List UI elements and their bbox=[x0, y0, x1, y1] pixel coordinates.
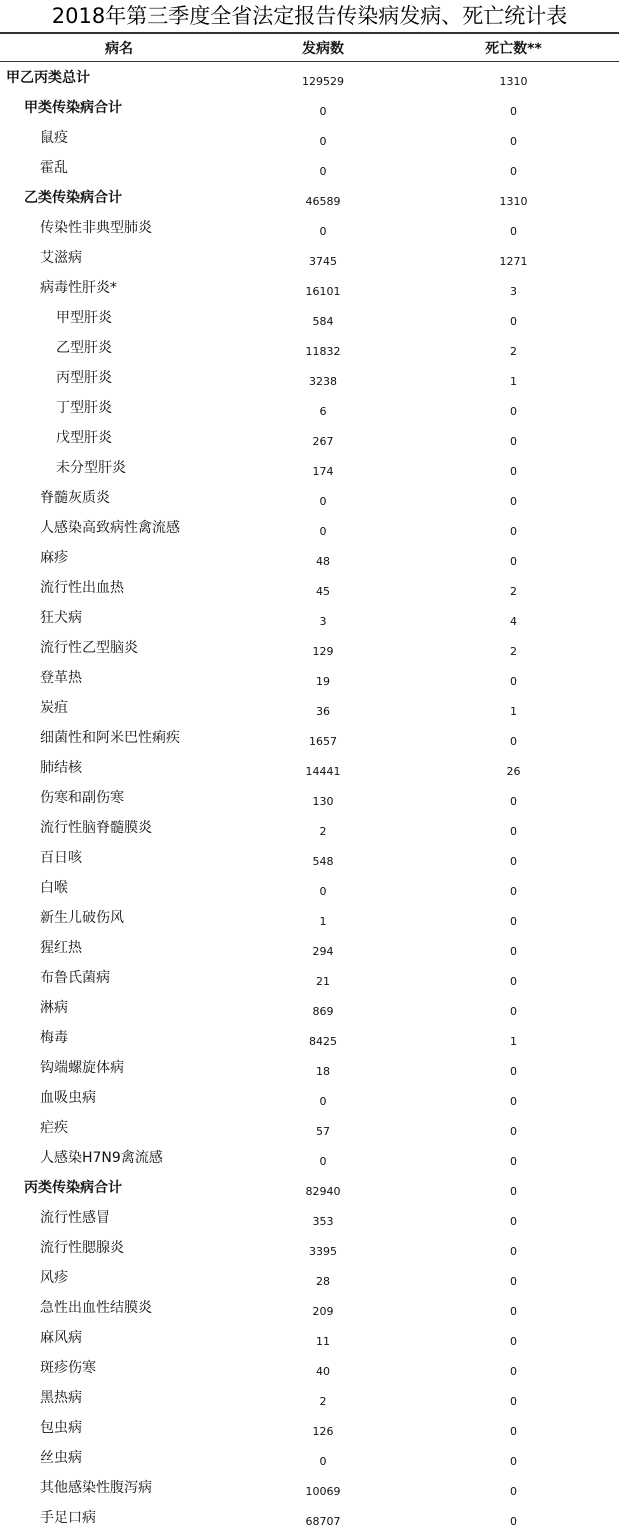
cases-cell: 130 bbox=[312, 794, 334, 808]
cases-cell: 0 bbox=[319, 1454, 327, 1468]
deaths-cell: 0 bbox=[510, 1394, 517, 1408]
cases-cell: 0 bbox=[319, 1154, 327, 1168]
table-row bbox=[0, 272, 619, 302]
disease-name-cell: 乙类传染病合计 bbox=[24, 190, 122, 206]
deaths-cell: 0 bbox=[510, 224, 517, 238]
cases-cell: 36 bbox=[316, 704, 330, 718]
cases-cell: 1 bbox=[319, 914, 327, 928]
disease-name-cell: 乙型肝炎 bbox=[56, 340, 112, 356]
cases-cell: 584 bbox=[312, 314, 334, 328]
deaths-cell: 0 bbox=[510, 1004, 517, 1018]
disease-name-cell: 梅毒 bbox=[40, 1030, 68, 1046]
deaths-cell: 0 bbox=[510, 464, 517, 478]
disease-name-cell: 细菌性和阿米巴性痢疾 bbox=[40, 730, 180, 746]
disease-name-cell: 钩端螺旋体病 bbox=[40, 1060, 124, 1076]
disease-name-cell: 艾滋病 bbox=[40, 250, 82, 266]
disease-name-cell: 丙类传染病合计 bbox=[24, 1180, 122, 1196]
cases-cell: 40 bbox=[316, 1364, 330, 1378]
deaths-cell: 0 bbox=[510, 1064, 517, 1078]
disease-name-cell: 病毒性肝炎* bbox=[40, 280, 117, 296]
table-row bbox=[0, 932, 619, 962]
deaths-cell: 0 bbox=[510, 1334, 517, 1348]
deaths-cell: 0 bbox=[510, 1214, 517, 1228]
disease-name-cell: 百日咳 bbox=[40, 850, 82, 866]
cases-cell: 548 bbox=[312, 854, 334, 868]
cases-cell: 1657 bbox=[309, 734, 337, 748]
cases-cell: 0 bbox=[319, 494, 327, 508]
disease-name-cell: 淋病 bbox=[40, 1000, 68, 1016]
table-row bbox=[0, 482, 619, 512]
table-row bbox=[0, 302, 619, 332]
deaths-cell: 0 bbox=[510, 1124, 517, 1138]
table-row bbox=[0, 152, 619, 182]
disease-name-cell: 流行性脑脊髓膜炎 bbox=[40, 820, 152, 836]
cases-cell: 16101 bbox=[305, 284, 341, 298]
disease-name-cell: 丙型肝炎 bbox=[56, 370, 112, 386]
disease-name-cell: 肺结核 bbox=[40, 760, 82, 776]
table-row bbox=[0, 782, 619, 812]
deaths-cell: 0 bbox=[510, 134, 517, 148]
table-row bbox=[0, 1232, 619, 1262]
disease-name-cell: 其他感染性腹泻病 bbox=[40, 1480, 152, 1496]
table-row bbox=[0, 1202, 619, 1232]
deaths-cell: 2 bbox=[510, 344, 517, 358]
header-disease-name: 病名 bbox=[105, 40, 133, 57]
deaths-cell: 0 bbox=[510, 1274, 517, 1288]
cases-cell: 19 bbox=[316, 674, 330, 688]
cases-cell: 8425 bbox=[309, 1034, 337, 1048]
deaths-cell: 0 bbox=[510, 1184, 517, 1198]
table-row bbox=[0, 1322, 619, 1352]
deaths-cell: 0 bbox=[510, 434, 517, 448]
cases-cell: 10069 bbox=[305, 1484, 341, 1498]
deaths-cell: 0 bbox=[510, 1514, 517, 1528]
table-row bbox=[0, 902, 619, 932]
disease-name-cell: 传染性非典型肺炎 bbox=[40, 220, 152, 236]
deaths-cell: 26 bbox=[506, 764, 521, 778]
deaths-cell: 0 bbox=[510, 1244, 517, 1258]
table-row bbox=[0, 512, 619, 542]
deaths-cell: 0 bbox=[510, 824, 517, 838]
disease-name-cell: 甲乙丙类总计 bbox=[6, 70, 90, 86]
deaths-cell: 0 bbox=[510, 1154, 517, 1168]
table-row bbox=[0, 1292, 619, 1322]
deaths-cell: 0 bbox=[510, 944, 517, 958]
disease-name-cell: 狂犬病 bbox=[40, 610, 82, 626]
table-row bbox=[0, 212, 619, 242]
disease-name-cell: 白喉 bbox=[40, 880, 68, 896]
cases-cell: 129 bbox=[312, 644, 334, 658]
table-row bbox=[0, 602, 619, 632]
cases-cell: 21 bbox=[316, 974, 330, 988]
cases-cell: 3 bbox=[319, 614, 327, 628]
disease-name-cell: 甲型肝炎 bbox=[56, 310, 112, 326]
deaths-cell: 0 bbox=[510, 914, 517, 928]
table-row bbox=[0, 1472, 619, 1502]
deaths-cell: 1 bbox=[510, 1034, 517, 1048]
table-row bbox=[0, 332, 619, 362]
table-row bbox=[0, 1262, 619, 1292]
disease-name-cell: 炭疽 bbox=[40, 700, 68, 716]
cases-cell: 11 bbox=[316, 1334, 330, 1348]
disease-name-cell: 猩红热 bbox=[40, 940, 82, 956]
table-row bbox=[0, 752, 619, 782]
table-row bbox=[0, 1142, 619, 1172]
deaths-cell: 0 bbox=[510, 554, 517, 568]
disease-name-cell: 黑热病 bbox=[40, 1390, 82, 1406]
cases-cell: 6 bbox=[319, 404, 327, 418]
cases-cell: 57 bbox=[316, 1124, 330, 1138]
disease-name-cell: 手足口病 bbox=[40, 1510, 96, 1526]
disease-name-cell: 甲类传染病合计 bbox=[24, 100, 122, 116]
disease-name-cell: 血吸虫病 bbox=[40, 1090, 96, 1106]
disease-name-cell: 流行性乙型脑炎 bbox=[40, 640, 138, 656]
cases-cell: 0 bbox=[319, 524, 327, 538]
deaths-cell: 1310 bbox=[499, 74, 528, 88]
disease-name-cell: 丝虫病 bbox=[40, 1450, 82, 1466]
deaths-cell: 0 bbox=[510, 854, 517, 868]
cases-cell: 129529 bbox=[302, 74, 344, 88]
table-row bbox=[0, 1382, 619, 1412]
deaths-cell: 1 bbox=[510, 374, 517, 388]
disease-name-cell: 丁型肝炎 bbox=[56, 400, 112, 416]
disease-name-cell: 麻风病 bbox=[40, 1330, 82, 1346]
deaths-cell: 0 bbox=[510, 314, 517, 328]
cases-cell: 209 bbox=[312, 1304, 334, 1318]
cases-cell: 18 bbox=[316, 1064, 330, 1078]
deaths-cell: 2 bbox=[510, 584, 517, 598]
table-row bbox=[0, 1172, 619, 1202]
cases-cell: 0 bbox=[319, 1094, 327, 1108]
table-row bbox=[0, 392, 619, 422]
disease-name-cell: 布鲁氏菌病 bbox=[40, 970, 110, 986]
table-row bbox=[0, 872, 619, 902]
table-row bbox=[0, 62, 619, 92]
cases-cell: 126 bbox=[312, 1424, 334, 1438]
disease-name-cell: 登革热 bbox=[40, 670, 82, 686]
cases-cell: 353 bbox=[312, 1214, 334, 1228]
cases-cell: 68707 bbox=[305, 1514, 341, 1528]
table-row bbox=[0, 1502, 619, 1532]
disease-name-cell: 伤寒和副伤寒 bbox=[40, 790, 124, 806]
cases-cell: 48 bbox=[316, 554, 330, 568]
disease-name-cell: 斑疹伤寒 bbox=[40, 1360, 96, 1376]
table-row bbox=[0, 812, 619, 842]
deaths-cell: 0 bbox=[510, 794, 517, 808]
cases-cell: 2 bbox=[319, 1394, 327, 1408]
disease-name-cell: 急性出血性结膜炎 bbox=[40, 1300, 152, 1316]
table-row bbox=[0, 662, 619, 692]
table-row bbox=[0, 182, 619, 212]
disease-name-cell: 包虫病 bbox=[40, 1420, 82, 1436]
disease-name-cell: 流行性腮腺炎 bbox=[40, 1240, 124, 1256]
deaths-cell: 0 bbox=[510, 1364, 517, 1378]
disease-name-cell: 麻疹 bbox=[40, 550, 68, 566]
deaths-cell: 0 bbox=[510, 974, 517, 988]
table-row bbox=[0, 1442, 619, 1472]
header-cases: 发病数 bbox=[302, 40, 344, 57]
deaths-cell: 3 bbox=[510, 284, 517, 298]
table-row bbox=[0, 842, 619, 872]
table-title: 2018年第三季度全省法定报告传染病发病、死亡统计表 bbox=[51, 4, 568, 28]
cases-cell: 14441 bbox=[305, 764, 341, 778]
table-row bbox=[0, 1082, 619, 1112]
deaths-cell: 0 bbox=[510, 1424, 517, 1438]
deaths-cell: 0 bbox=[510, 494, 517, 508]
disease-name-cell: 流行性感冒 bbox=[40, 1210, 110, 1226]
deaths-cell: 0 bbox=[510, 884, 517, 898]
table-row bbox=[0, 572, 619, 602]
deaths-cell: 0 bbox=[510, 404, 517, 418]
deaths-cell: 1 bbox=[510, 704, 517, 718]
disease-name-cell: 风疹 bbox=[40, 1270, 68, 1286]
cases-cell: 28 bbox=[316, 1274, 330, 1288]
disease-name-cell: 人感染高致病性禽流感 bbox=[40, 520, 180, 536]
table-row bbox=[0, 722, 619, 752]
table-row bbox=[0, 1112, 619, 1142]
table-row bbox=[0, 1022, 619, 1052]
cases-cell: 294 bbox=[312, 944, 334, 958]
table-row bbox=[0, 692, 619, 722]
cases-cell: 0 bbox=[319, 104, 327, 118]
deaths-cell: 1271 bbox=[499, 254, 528, 268]
cases-cell: 174 bbox=[312, 464, 334, 478]
deaths-cell: 0 bbox=[510, 1304, 517, 1318]
disease-name-cell: 流行性出血热 bbox=[40, 580, 124, 596]
cases-cell: 46589 bbox=[305, 194, 341, 208]
cases-cell: 869 bbox=[312, 1004, 334, 1018]
cases-cell: 45 bbox=[316, 584, 330, 598]
deaths-cell: 0 bbox=[510, 674, 517, 688]
cases-cell: 0 bbox=[319, 134, 327, 148]
table-row bbox=[0, 542, 619, 572]
table-row bbox=[0, 962, 619, 992]
cases-cell: 3745 bbox=[309, 254, 337, 268]
cases-cell: 11832 bbox=[305, 344, 341, 358]
header-deaths: 死亡数** bbox=[485, 40, 542, 57]
deaths-cell: 0 bbox=[510, 1094, 517, 1108]
cases-cell: 2 bbox=[319, 824, 327, 838]
disease-name-cell: 疟疾 bbox=[40, 1120, 68, 1136]
deaths-cell: 0 bbox=[510, 524, 517, 538]
disease-name-cell: 脊髓灰质炎 bbox=[40, 490, 110, 506]
cases-cell: 0 bbox=[319, 884, 327, 898]
table-header bbox=[0, 32, 619, 62]
table-row bbox=[0, 992, 619, 1022]
table-row bbox=[0, 362, 619, 392]
deaths-cell: 0 bbox=[510, 104, 517, 118]
deaths-cell: 1310 bbox=[499, 194, 528, 208]
deaths-cell: 0 bbox=[510, 734, 517, 748]
table-row bbox=[0, 1352, 619, 1382]
disease-name-cell: 鼠疫 bbox=[40, 130, 68, 146]
table-row bbox=[0, 92, 619, 122]
deaths-cell: 0 bbox=[510, 1484, 517, 1498]
table-row bbox=[0, 452, 619, 482]
table-row bbox=[0, 632, 619, 662]
cases-cell: 267 bbox=[312, 434, 334, 448]
table-row bbox=[0, 242, 619, 272]
disease-name-cell: 未分型肝炎 bbox=[56, 460, 126, 476]
deaths-cell: 0 bbox=[510, 164, 517, 178]
cases-cell: 82940 bbox=[305, 1184, 341, 1198]
cases-cell: 0 bbox=[319, 224, 327, 238]
disease-name-cell: 戊型肝炎 bbox=[56, 430, 112, 446]
table-row bbox=[0, 1052, 619, 1082]
table-row bbox=[0, 422, 619, 452]
disease-name-cell: 人感染H7N9禽流感 bbox=[40, 1150, 163, 1166]
cases-cell: 3238 bbox=[309, 374, 337, 388]
cases-cell: 3395 bbox=[309, 1244, 337, 1258]
deaths-cell: 0 bbox=[510, 1454, 517, 1468]
disease-name-cell: 霍乱 bbox=[40, 160, 68, 176]
deaths-cell: 4 bbox=[510, 614, 517, 628]
table-row bbox=[0, 1412, 619, 1442]
cases-cell: 0 bbox=[319, 164, 327, 178]
disease-name-cell: 新生儿破伤风 bbox=[40, 910, 124, 926]
table-row bbox=[0, 122, 619, 152]
deaths-cell: 2 bbox=[510, 644, 517, 658]
table-body bbox=[0, 62, 619, 1532]
